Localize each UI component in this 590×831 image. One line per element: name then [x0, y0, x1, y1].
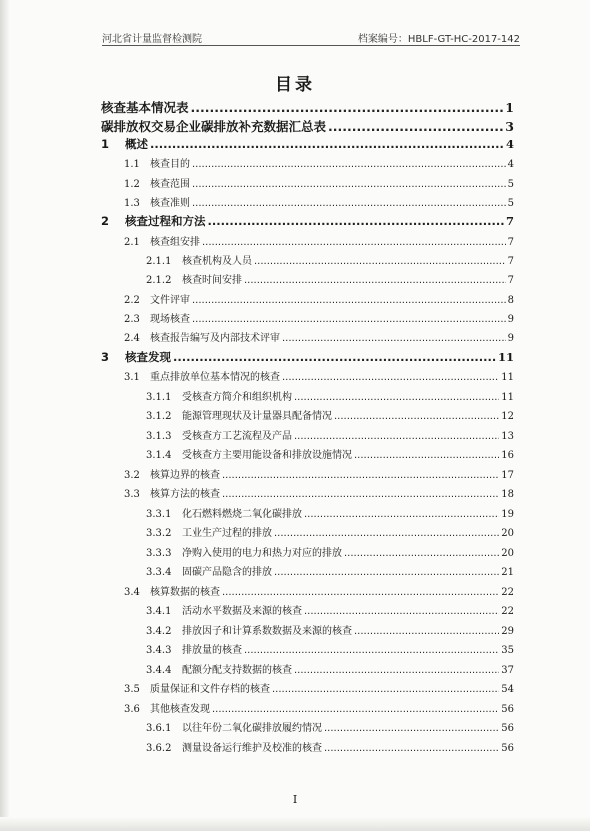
toc-entry-number: 3.4 [124, 587, 140, 598]
toc-dot-leader [222, 470, 499, 481]
toc-entry-label: 核查过程和方法 [125, 214, 206, 228]
toc-entry-label: 概述 [125, 137, 148, 151]
toc-entry-page: 9 [507, 314, 514, 325]
toc-dot-leader [192, 179, 506, 190]
toc-entry[interactable] [146, 739, 514, 754]
toc-entry-page: 3 [505, 119, 514, 134]
toc-dot-leader [274, 567, 499, 578]
toc-entry-page: 19 [501, 509, 514, 520]
toc-entry[interactable] [146, 622, 514, 637]
toc-entry-page: 21 [501, 567, 514, 578]
toc-entry-number: 3 [101, 350, 110, 364]
toc-entry-label: 质量保证和文件存档的核查 [150, 684, 270, 695]
toc-entry-number: 3.2 [124, 470, 140, 481]
toc-entry-label: 核算边界的核查 [150, 470, 220, 481]
toc-entry-number: 2.1.2 [146, 275, 172, 286]
toc-entry[interactable] [101, 98, 514, 116]
toc-entry[interactable] [124, 485, 514, 500]
toc-entry[interactable] [124, 466, 514, 481]
toc-entry-label: 核查准则 [150, 198, 190, 209]
toc-entry-label: 核算数据的核查 [150, 587, 220, 598]
toc-entry[interactable] [101, 213, 514, 229]
toc-entry-label: 重点排放单位基本情况的核查 [150, 372, 280, 383]
toc-dot-leader [274, 528, 499, 539]
toc-entry[interactable] [146, 641, 514, 656]
toc-entry-page: 7 [507, 237, 514, 248]
toc-entry-number: 3.3 [124, 489, 140, 500]
toc-entry-page: 11 [501, 372, 514, 383]
toc-entry-number: 1 [101, 137, 110, 151]
header-archive [358, 30, 520, 45]
toc-entry-number: 3.6.1 [146, 723, 172, 734]
toc-dot-leader [192, 295, 506, 306]
toc-dot-leader [344, 548, 499, 559]
toc-entry-number: 1.3 [124, 198, 140, 209]
toc-dot-leader [328, 119, 503, 134]
toc-entry[interactable] [124, 175, 514, 190]
toc-dot-leader [254, 256, 506, 267]
toc-entry-number: 3.6.2 [146, 743, 172, 754]
toc-entry-number: 3.3.3 [146, 548, 172, 559]
toc-entry-page: 29 [501, 626, 514, 637]
toc-entry[interactable] [124, 233, 514, 248]
toc-entry-number: 3.4.1 [146, 606, 172, 617]
toc-entry-label: 活动水平数据及来源的核查 [182, 606, 302, 617]
toc-dot-leader [192, 314, 506, 325]
toc-entry-label: 其他核查发现 [150, 704, 210, 715]
toc-entry[interactable] [124, 329, 514, 344]
toc-entry-label: 工业生产过程的排放 [182, 528, 272, 539]
toc-entry-page: 37 [501, 665, 514, 676]
toc-entry-number: 3.1.4 [146, 450, 172, 461]
toc-entry[interactable] [146, 271, 514, 286]
toc-entry-page: 11 [497, 350, 514, 364]
toc-entry-number: 3.1 [124, 372, 140, 383]
toc-entry-page: 7 [505, 214, 514, 228]
toc-entry-label: 配额分配支持数据的核查 [182, 665, 292, 676]
toc-entry-page: 7 [507, 275, 514, 286]
toc-dot-leader [212, 704, 499, 715]
toc-entry[interactable] [146, 602, 514, 617]
toc-entry-number: 3.4.4 [146, 665, 172, 676]
toc-entry[interactable] [146, 563, 514, 578]
page-title: 目录 [275, 75, 315, 95]
toc-entry[interactable] [146, 505, 514, 520]
toc-entry-label: 核查机构及人员 [182, 256, 252, 267]
toc-entry-label: 测量设备运行维护及校准的核查 [182, 743, 322, 754]
toc-dot-leader [324, 743, 499, 754]
toc-dot-leader [324, 723, 499, 734]
toc-entry-label: 文件评审 [150, 295, 190, 306]
toc-entry-label: 以往年份二氧化碳排放履约情况 [182, 723, 322, 734]
toc-entry-number: 3.1.3 [146, 431, 172, 442]
scan-shadow-bottom [0, 817, 590, 831]
toc-entry-number: 3.3.2 [146, 528, 172, 539]
toc-entry-label: 排放因子和计算系数数据及来源的核查 [182, 626, 352, 637]
toc-entry-page: 5 [507, 198, 514, 209]
toc-entry-label: 核查目的 [150, 159, 190, 170]
toc-entry-page: 35 [501, 645, 514, 656]
toc-entry-page: 12 [501, 411, 514, 422]
toc-dot-leader [294, 431, 499, 442]
toc-entry-number: 2.3 [124, 314, 140, 325]
toc-entry[interactable] [101, 349, 514, 365]
toc-dot-leader [294, 392, 499, 403]
toc-entry-page: 5 [507, 179, 514, 190]
toc-entry-page: 56 [501, 723, 514, 734]
toc-entry-number: 3.3.4 [146, 567, 172, 578]
toc-dot-leader [294, 665, 499, 676]
toc-dot-leader [192, 159, 506, 170]
toc-entry-label: 核查报告编写及内部技术评审 [150, 333, 280, 344]
toc-entry-page: 20 [501, 528, 514, 539]
toc-entry-label: 核查时间安排 [182, 275, 242, 286]
toc-dot-leader [222, 489, 499, 500]
toc-entry-number: 2.4 [124, 333, 140, 344]
toc-entry-label: 化石燃料燃烧二氧化碳排放 [182, 509, 302, 520]
toc-entry[interactable] [146, 388, 514, 403]
toc-entry-page: 4 [507, 159, 514, 170]
toc-entry-page: 7 [507, 256, 514, 267]
toc-entry-page: 16 [501, 450, 514, 461]
toc-entry-page: 17 [501, 470, 514, 481]
toc-entry-number: 2 [101, 214, 110, 228]
toc-entry-label: 净购入使用的电力和热力对应的排放 [182, 548, 342, 559]
toc-dot-leader [354, 450, 499, 461]
toc-entry[interactable] [124, 155, 514, 170]
scan-shadow-left [0, 0, 10, 831]
archive-number: HBLF-GT-HC-2017-142 [407, 34, 520, 45]
toc-entry-page: 13 [501, 431, 514, 442]
toc-entry-page: 56 [501, 704, 514, 715]
toc-dot-leader [282, 372, 499, 383]
toc-entry-label: 核查范围 [150, 179, 190, 190]
toc-dot-leader [244, 275, 506, 286]
toc-entry[interactable] [146, 252, 514, 267]
toc-entry-label: 碳排放权交易企业碳排放补充数据汇总表 [101, 119, 327, 134]
toc-entry[interactable] [124, 583, 514, 598]
toc-entry-label: 受核查方工艺流程及产品 [182, 431, 292, 442]
toc-entry-label: 现场核查 [150, 314, 190, 325]
toc-entry-label: 核查组安排 [150, 237, 200, 248]
header-org: 河北省计量监督检测院 [102, 34, 202, 45]
toc-entry-label: 核算方法的核查 [150, 489, 220, 500]
toc-dot-leader [282, 333, 506, 344]
toc-entry-number: 3.4.3 [146, 645, 172, 656]
toc-entry[interactable] [146, 427, 514, 442]
toc-entry-label: 受核查方主要用能设备和排放设施情况 [182, 450, 352, 461]
toc-entry[interactable] [146, 544, 514, 559]
toc-dot-leader [173, 350, 496, 364]
toc-entry-number: 3.1.2 [146, 411, 172, 422]
toc-entry-page: 22 [501, 587, 514, 598]
toc-entry-number: 2.1 [124, 237, 140, 248]
toc-entry-page: 11 [501, 392, 514, 403]
toc-entry[interactable] [146, 719, 514, 734]
toc-entry-page: 9 [507, 333, 514, 344]
toc-dot-leader [272, 684, 499, 695]
toc-entry[interactable] [124, 310, 514, 325]
toc-entry-number: 3.6 [124, 704, 140, 715]
toc-entry-page: 4 [505, 137, 514, 151]
toc-dot-leader [334, 411, 499, 422]
toc-entry-page: 1 [505, 100, 514, 115]
toc-entry-page: 18 [501, 489, 514, 500]
toc-entry-page: 56 [501, 743, 514, 754]
toc-entry-number: 2.2 [124, 295, 140, 306]
toc-entry[interactable] [146, 446, 514, 461]
toc-entry[interactable] [124, 194, 514, 209]
toc-entry[interactable] [124, 368, 514, 383]
toc-dot-leader [244, 645, 499, 656]
toc-dot-leader [192, 198, 506, 209]
toc-entry-page: 20 [501, 548, 514, 559]
toc-entry-number: 3.3.1 [146, 509, 172, 520]
toc-entry-number: 1.2 [124, 179, 140, 190]
toc-entry[interactable] [146, 524, 514, 539]
toc-entry-page: 54 [501, 684, 514, 695]
toc-dot-leader [191, 100, 504, 115]
toc-entry-label: 固碳产品隐含的排放 [182, 567, 272, 578]
toc-entry-number: 1.1 [124, 159, 140, 170]
toc-dot-leader [202, 237, 506, 248]
toc-dot-leader [304, 606, 499, 617]
toc-entry[interactable] [101, 136, 514, 152]
toc-entry-number: 3.5 [124, 684, 140, 695]
toc-entry-label: 核查发现 [125, 350, 171, 364]
toc-entry[interactable] [101, 117, 514, 135]
toc-entry-label: 受核查方简介和组织机构 [182, 392, 292, 403]
toc-entry-label: 排放量的核查 [182, 645, 242, 656]
toc-entry[interactable] [124, 700, 514, 715]
toc-dot-leader [222, 587, 499, 598]
toc-dot-leader [150, 137, 504, 151]
toc-dot-leader [208, 214, 504, 228]
archive-label: 档案编号： [357, 34, 408, 45]
page-header [102, 29, 520, 46]
toc-entry[interactable] [146, 661, 514, 676]
toc-entry-number: 2.1.1 [146, 256, 172, 267]
toc-dot-leader [304, 509, 499, 520]
toc-entry-page: 22 [501, 606, 514, 617]
toc-entry[interactable] [146, 407, 514, 422]
toc-entry-number: 3.1.1 [146, 392, 172, 403]
toc-entry-label: 核查基本情况表 [101, 100, 189, 115]
toc-entry-page: 8 [507, 295, 514, 306]
page-number: I [292, 793, 298, 806]
toc-entry[interactable] [124, 291, 514, 306]
toc-entry-label: 能源管理现状及计量器具配备情况 [182, 411, 332, 422]
toc-entry-number: 3.4.2 [146, 626, 172, 637]
toc-dot-leader [354, 626, 499, 637]
toc-entry[interactable] [124, 680, 514, 695]
